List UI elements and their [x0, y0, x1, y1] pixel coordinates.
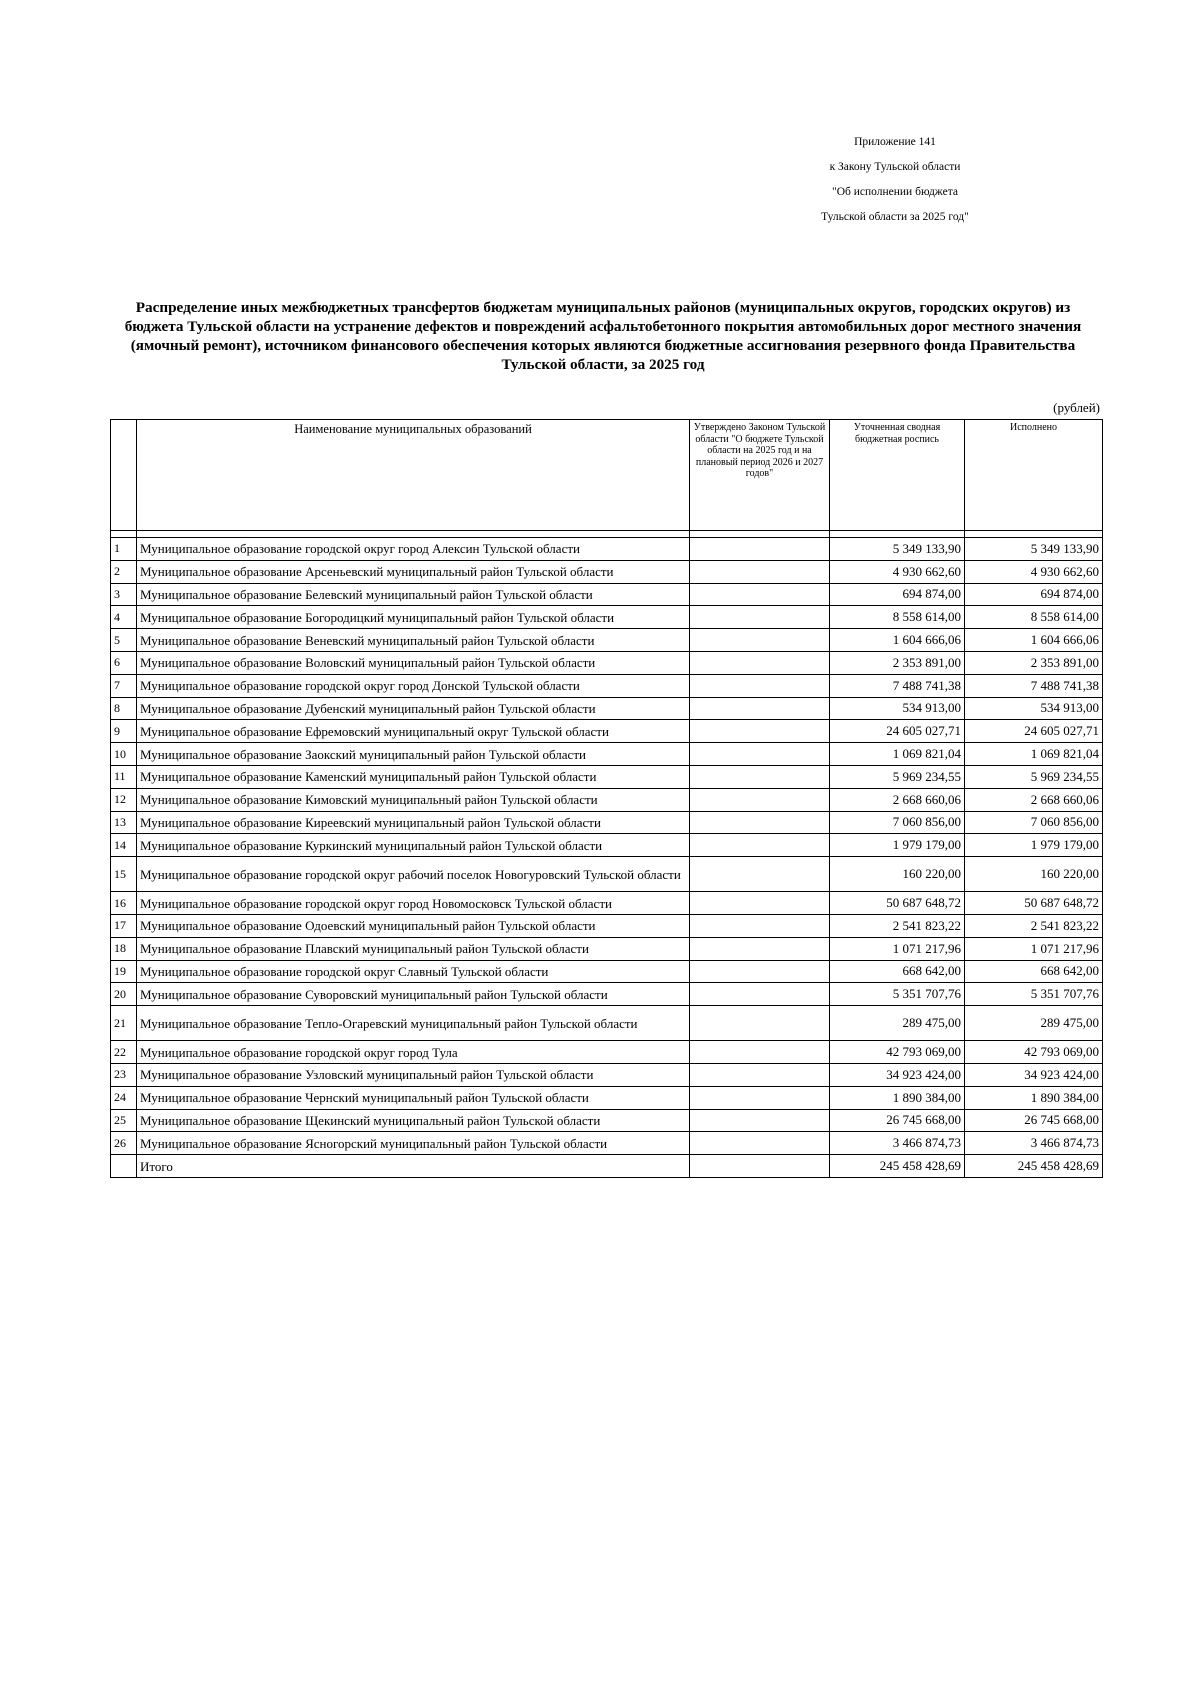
row-municipality-name: Муниципальное образование городской округ город Тула — [137, 1041, 690, 1064]
row-executed-value: 24 605 027,71 — [965, 720, 1103, 743]
row-municipality-name: Муниципальное образование Узловский муниципальный район Тульской области — [137, 1063, 690, 1086]
row-approved-value — [690, 914, 830, 937]
row-refined-value: 160 220,00 — [830, 857, 965, 892]
table-row — [111, 1006, 1103, 1041]
table-row — [111, 720, 1103, 743]
row-municipality-name: Муниципальное образование городской округ Славный Тульской области — [137, 960, 690, 983]
row-municipality-name: Муниципальное образование Веневский муниципальный район Тульской области — [137, 629, 690, 652]
total-executed-value: 245 458 428,69 — [965, 1155, 1103, 1178]
table-header-row — [111, 420, 1103, 531]
row-municipality-name: Муниципальное образование городской округ город Новомосковск Тульской области — [137, 892, 690, 915]
row-refined-value: 42 793 069,00 — [830, 1041, 965, 1064]
total-num-cell — [111, 1155, 137, 1178]
row-municipality-name: Муниципальное образование Суворовский муниципальный район Тульской области — [137, 983, 690, 1006]
row-municipality-name: Муниципальное образование городской округ рабочий поселок Новогуровский Тульской области — [137, 857, 690, 892]
row-refined-value: 289 475,00 — [830, 1006, 965, 1041]
row-municipality-name: Муниципальное образование Богородицкий муниципальный район Тульской области — [137, 606, 690, 629]
row-approved-value — [690, 629, 830, 652]
row-approved-value — [690, 960, 830, 983]
row-refined-value: 4 930 662,60 — [830, 560, 965, 583]
row-refined-value: 34 923 424,00 — [830, 1063, 965, 1086]
row-refined-value: 50 687 648,72 — [830, 892, 965, 915]
row-refined-value: 5 351 707,76 — [830, 983, 965, 1006]
row-refined-value: 7 060 856,00 — [830, 811, 965, 834]
row-number: 10 — [111, 743, 137, 766]
row-number: 8 — [111, 697, 137, 720]
row-number: 2 — [111, 560, 137, 583]
row-executed-value: 34 923 424,00 — [965, 1063, 1103, 1086]
row-number: 26 — [111, 1132, 137, 1155]
row-municipality-name: Муниципальное образование Воловский муниципальный район Тульской области — [137, 651, 690, 674]
table-body — [111, 531, 1103, 1178]
row-executed-value: 534 913,00 — [965, 697, 1103, 720]
row-refined-value: 694 874,00 — [830, 583, 965, 606]
row-refined-value: 1 890 384,00 — [830, 1086, 965, 1109]
row-number: 3 — [111, 583, 137, 606]
header-approved: Утверждено Законом Тульской области "О бюджете Тульской области на 2025 год и на плановый период 2026 и 2027 годов" — [690, 420, 830, 531]
row-executed-value: 1 604 666,06 — [965, 629, 1103, 652]
row-number: 24 — [111, 1086, 137, 1109]
row-refined-value: 7 488 741,38 — [830, 674, 965, 697]
row-executed-value: 160 220,00 — [965, 857, 1103, 892]
row-municipality-name: Муниципальное образование Ефремовский муниципальный округ Тульской области — [137, 720, 690, 743]
row-municipality-name: Муниципальное образование Белевский муниципальный район Тульской области — [137, 583, 690, 606]
row-municipality-name: Муниципальное образование Арсеньевский муниципальный район Тульской области — [137, 560, 690, 583]
row-executed-value: 50 687 648,72 — [965, 892, 1103, 915]
row-executed-value: 1 069 821,04 — [965, 743, 1103, 766]
appendix-line: к Закону Тульской области — [829, 161, 961, 173]
row-executed-value: 26 745 668,00 — [965, 1109, 1103, 1132]
row-approved-value — [690, 983, 830, 1006]
row-executed-value: 7 488 741,38 — [965, 674, 1103, 697]
table-row — [111, 788, 1103, 811]
row-municipality-name: Муниципальное образование Кимовский муниципальный район Тульской области — [137, 788, 690, 811]
table-row — [111, 674, 1103, 697]
row-executed-value: 694 874,00 — [965, 583, 1103, 606]
row-municipality-name: Муниципальное образование Чернский муниципальный район Тульской области — [137, 1086, 690, 1109]
table-row — [111, 937, 1103, 960]
table-row — [111, 538, 1103, 561]
row-approved-value — [690, 834, 830, 857]
row-refined-value: 1 979 179,00 — [830, 834, 965, 857]
row-refined-value: 24 605 027,71 — [830, 720, 965, 743]
row-municipality-name: Муниципальное образование Дубенский муниципальный район Тульской области — [137, 697, 690, 720]
row-number: 6 — [111, 651, 137, 674]
row-executed-value: 289 475,00 — [965, 1006, 1103, 1041]
table-row — [111, 857, 1103, 892]
row-executed-value: 5 351 707,76 — [965, 983, 1103, 1006]
row-refined-value: 5 969 234,55 — [830, 765, 965, 788]
table-row — [111, 834, 1103, 857]
table-row — [111, 1063, 1103, 1086]
total-approved-value — [690, 1155, 830, 1178]
row-executed-value: 5 969 234,55 — [965, 765, 1103, 788]
row-number: 5 — [111, 629, 137, 652]
header-name: Наименование муниципальных образований — [137, 420, 690, 531]
row-approved-value — [690, 538, 830, 561]
row-refined-value: 1 069 821,04 — [830, 743, 965, 766]
header-executed: Исполнено — [965, 420, 1103, 531]
table-row — [111, 651, 1103, 674]
table-row — [111, 914, 1103, 937]
total-row — [111, 1155, 1103, 1178]
row-approved-value — [690, 788, 830, 811]
total-refined-value: 245 458 428,69 — [830, 1155, 965, 1178]
row-number: 4 — [111, 606, 137, 629]
row-number: 7 — [111, 674, 137, 697]
row-approved-value — [690, 1109, 830, 1132]
row-approved-value — [690, 560, 830, 583]
row-executed-value: 668 642,00 — [965, 960, 1103, 983]
row-executed-value: 5 349 133,90 — [965, 538, 1103, 561]
spacer-row — [111, 531, 1103, 538]
total-label: Итого — [137, 1155, 690, 1178]
row-number: 15 — [111, 857, 137, 892]
row-number: 16 — [111, 892, 137, 915]
row-executed-value: 2 668 660,06 — [965, 788, 1103, 811]
row-municipality-name: Муниципальное образование Одоевский муниципальный район Тульской области — [137, 914, 690, 937]
table-row — [111, 560, 1103, 583]
row-municipality-name: Муниципальное образование Киреевский муниципальный район Тульской области — [137, 811, 690, 834]
table-row — [111, 960, 1103, 983]
row-approved-value — [690, 1063, 830, 1086]
row-approved-value — [690, 937, 830, 960]
table-row — [111, 629, 1103, 652]
row-refined-value: 2 353 891,00 — [830, 651, 965, 674]
table-row — [111, 583, 1103, 606]
row-approved-value — [690, 892, 830, 915]
row-approved-value — [690, 857, 830, 892]
row-number: 20 — [111, 983, 137, 1006]
appendix-line: Приложение 141 — [854, 136, 936, 148]
row-municipality-name: Муниципальное образование городской округ город Алексин Тульской области — [137, 538, 690, 561]
row-approved-value — [690, 1006, 830, 1041]
row-number: 13 — [111, 811, 137, 834]
row-number: 9 — [111, 720, 137, 743]
row-number: 11 — [111, 765, 137, 788]
row-number: 1 — [111, 538, 137, 561]
row-refined-value: 26 745 668,00 — [830, 1109, 965, 1132]
appendix-line: Тульской области за 2025 год" — [821, 211, 969, 223]
table-row — [111, 892, 1103, 915]
row-number: 18 — [111, 937, 137, 960]
row-executed-value: 42 793 069,00 — [965, 1041, 1103, 1064]
row-number: 25 — [111, 1109, 137, 1132]
transfers-table — [110, 419, 1103, 1178]
document-title: Распределение иных межбюджетных трансфертов бюджетам муниципальных районов (муниципальных округов, городских округов) из бюджета Тульской области на устранение дефектов и повреждений асфальтобетонного покрытия автомобильных дорог местного значения (ямочный ремонт), источником финансового обеспечения которых являются бюджетные ассигнования резервного фонда Правительства Тульской области, за 2025 год — [124, 299, 1082, 373]
row-executed-value: 1 890 384,00 — [965, 1086, 1103, 1109]
appendix-header — [760, 130, 1030, 230]
row-number: 23 — [111, 1063, 137, 1086]
row-approved-value — [690, 811, 830, 834]
table-row — [111, 697, 1103, 720]
row-approved-value — [690, 583, 830, 606]
row-approved-value — [690, 765, 830, 788]
row-approved-value — [690, 720, 830, 743]
row-approved-value — [690, 1086, 830, 1109]
row-municipality-name: Муниципальное образование Куркинский муниципальный район Тульской области — [137, 834, 690, 857]
row-number: 17 — [111, 914, 137, 937]
row-executed-value: 1 071 217,96 — [965, 937, 1103, 960]
table-row — [111, 983, 1103, 1006]
row-approved-value — [690, 743, 830, 766]
row-municipality-name: Муниципальное образование городской округ город Донской Тульской области — [137, 674, 690, 697]
row-municipality-name: Муниципальное образование Заокский муниципальный район Тульской области — [137, 743, 690, 766]
row-approved-value — [690, 606, 830, 629]
row-municipality-name: Муниципальное образование Каменский муниципальный район Тульской области — [137, 765, 690, 788]
row-approved-value — [690, 651, 830, 674]
row-refined-value: 8 558 614,00 — [830, 606, 965, 629]
table-row — [111, 1086, 1103, 1109]
header-num — [111, 420, 137, 531]
table-row — [111, 743, 1103, 766]
row-approved-value — [690, 697, 830, 720]
row-refined-value: 1 071 217,96 — [830, 937, 965, 960]
row-executed-value: 3 466 874,73 — [965, 1132, 1103, 1155]
row-executed-value: 7 060 856,00 — [965, 811, 1103, 834]
row-refined-value: 668 642,00 — [830, 960, 965, 983]
row-executed-value: 4 930 662,60 — [965, 560, 1103, 583]
table-row — [111, 1041, 1103, 1064]
header-refined: Уточненная сводная бюджетная роспись — [830, 420, 965, 531]
row-approved-value — [690, 1132, 830, 1155]
row-municipality-name: Муниципальное образование Тепло-Огаревский муниципальный район Тульской области — [137, 1006, 690, 1041]
row-refined-value: 3 466 874,73 — [830, 1132, 965, 1155]
row-municipality-name: Муниципальное образование Ясногорский муниципальный район Тульской области — [137, 1132, 690, 1155]
row-refined-value: 1 604 666,06 — [830, 629, 965, 652]
row-number: 19 — [111, 960, 137, 983]
row-refined-value: 5 349 133,90 — [830, 538, 965, 561]
row-municipality-name: Муниципальное образование Плавский муниципальный район Тульской области — [137, 937, 690, 960]
units-label: (рублей) — [1053, 400, 1100, 415]
row-number: 14 — [111, 834, 137, 857]
row-executed-value: 2 353 891,00 — [965, 651, 1103, 674]
appendix-line: "Об исполнении бюджета — [832, 186, 958, 198]
row-executed-value: 2 541 823,22 — [965, 914, 1103, 937]
table-row — [111, 1132, 1103, 1155]
row-executed-value: 1 979 179,00 — [965, 834, 1103, 857]
row-approved-value — [690, 1041, 830, 1064]
row-refined-value: 2 668 660,06 — [830, 788, 965, 811]
row-refined-value: 2 541 823,22 — [830, 914, 965, 937]
row-municipality-name: Муниципальное образование Щекинский муниципальный район Тульской области — [137, 1109, 690, 1132]
table-row — [111, 1109, 1103, 1132]
row-executed-value: 8 558 614,00 — [965, 606, 1103, 629]
table-row — [111, 606, 1103, 629]
row-number: 22 — [111, 1041, 137, 1064]
row-number: 12 — [111, 788, 137, 811]
table-row — [111, 811, 1103, 834]
row-approved-value — [690, 674, 830, 697]
table-row — [111, 765, 1103, 788]
row-number: 21 — [111, 1006, 137, 1041]
row-refined-value: 534 913,00 — [830, 697, 965, 720]
